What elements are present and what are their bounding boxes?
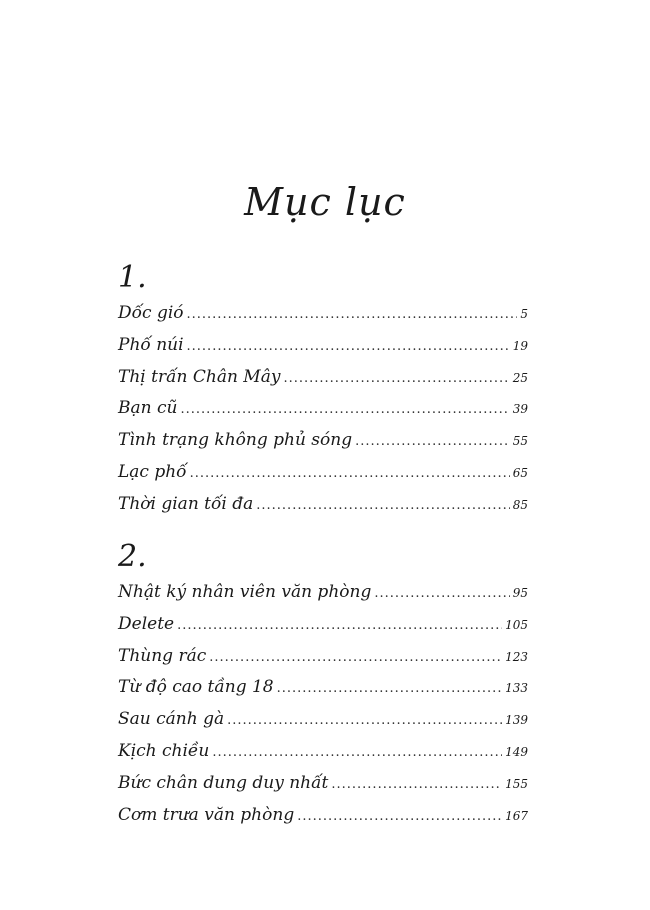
dot-leader: [190, 458, 510, 490]
entry-title: Dốc gió: [118, 303, 184, 323]
entry-page-number: 25: [512, 370, 528, 385]
entry-title: Nhật ký nhân viên văn phòng: [118, 582, 372, 602]
entry-page-number: 5: [520, 307, 528, 321]
dot-leader: [355, 426, 510, 458]
entry-page-number: 123: [505, 649, 528, 664]
dot-leader: [177, 610, 502, 642]
toc-entry: [118, 768, 528, 800]
entry-title: Thùng rác: [118, 645, 207, 666]
entry-title: Cơm trưa văn phòng: [118, 804, 295, 825]
entry-title: Delete: [118, 613, 175, 634]
entry-page-number: 65: [512, 465, 528, 480]
dot-leader: [209, 642, 502, 674]
entry-page-number: 85: [512, 497, 528, 512]
entry-title: Tình trạng không phủ sóng: [118, 430, 353, 451]
toc-section-2: [118, 537, 528, 831]
entry-page-number: 105: [505, 617, 528, 632]
entry-page-number: 155: [505, 776, 528, 791]
entry-title: Thị trấn Chân Mây: [118, 366, 281, 387]
toc-entry: [118, 609, 528, 641]
entry-title: Bạn cũ: [118, 398, 178, 419]
dot-leader: [277, 673, 502, 705]
entry-title: Kịch chiều: [118, 740, 210, 761]
toc-entry: [118, 298, 528, 330]
dot-leader: [180, 394, 509, 426]
dot-leader: [374, 578, 509, 610]
dot-leader: [212, 737, 502, 769]
dot-leader: [297, 801, 502, 833]
toc-entry: [118, 489, 528, 521]
entry-page-number: 19: [512, 338, 528, 353]
toc-entry: [118, 577, 528, 609]
toc-entry: [118, 362, 528, 394]
entry-page-number: 139: [505, 713, 528, 728]
entry-title: Phố núi: [118, 334, 184, 355]
entry-page-number: 133: [505, 681, 528, 696]
entry-page-number: 149: [505, 744, 528, 759]
entry-title: Lạc phố: [118, 461, 187, 482]
entry-title: Sau cánh gà: [118, 709, 225, 730]
toc-entry: [118, 704, 528, 736]
dot-leader: [227, 705, 502, 737]
toc-entry: [118, 672, 528, 704]
dot-leader: [187, 299, 518, 331]
section-number: 2.: [118, 539, 147, 574]
entry-title: Từ độ cao tầng 18: [118, 677, 274, 698]
toc-entry-list: [118, 298, 528, 521]
dot-leader: [256, 490, 509, 522]
toc-entry: [118, 393, 528, 425]
toc-entry: [118, 330, 528, 362]
toc-entry: [118, 800, 528, 832]
toc-entry: [118, 425, 528, 457]
entry-page-number: 39: [512, 402, 528, 417]
dot-leader: [283, 363, 509, 395]
toc-entry: [118, 641, 528, 673]
entry-page-number: 167: [505, 808, 528, 823]
entry-title: Bức chân dung duy nhất: [118, 772, 329, 793]
toc-section-1: [118, 258, 528, 521]
section-number: 1.: [118, 260, 147, 295]
toc-entry: [118, 457, 528, 489]
page-title: Mục lục: [244, 180, 406, 224]
toc-entry-list: [118, 577, 528, 831]
dot-leader: [331, 769, 502, 801]
entry-page-number: 55: [512, 434, 528, 449]
entry-title: Thời gian tối đa: [118, 493, 254, 514]
toc-entry: [118, 736, 528, 768]
entry-page-number: 95: [512, 586, 528, 600]
dot-leader: [187, 331, 510, 363]
